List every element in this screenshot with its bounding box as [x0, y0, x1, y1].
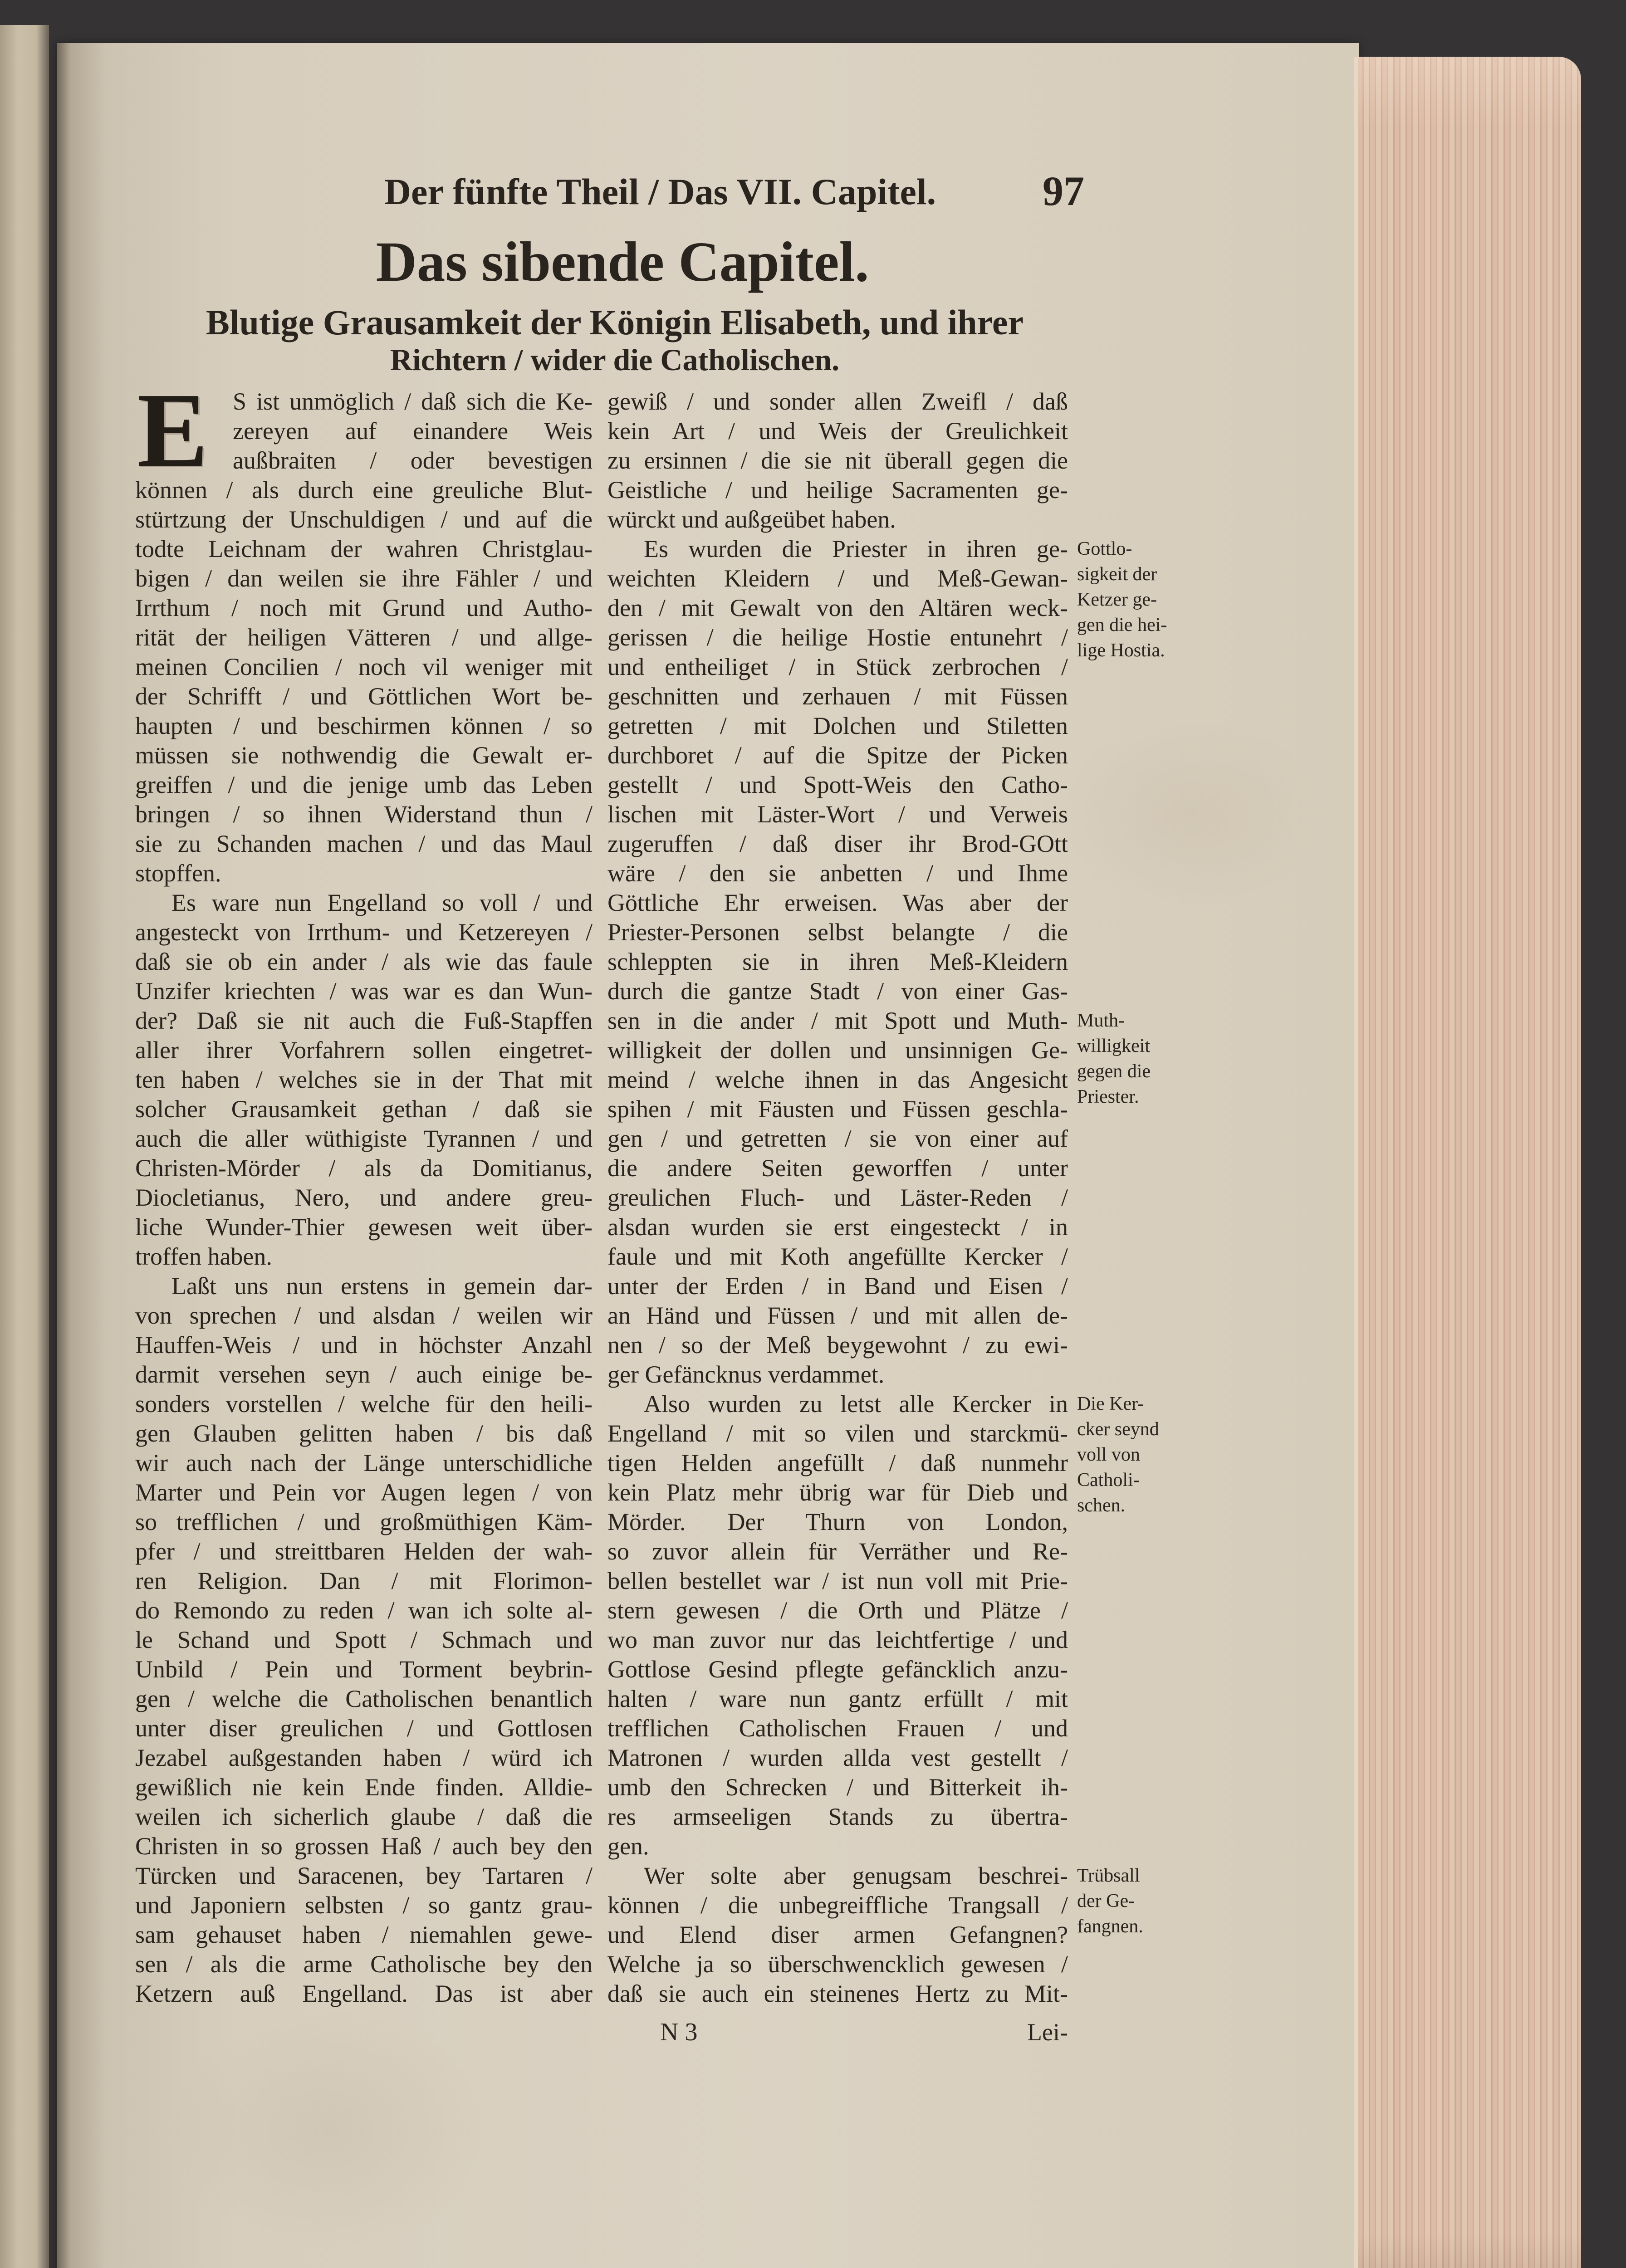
right-column-line: nen / so der Meß beygewohnt / zu ewi-	[607, 1331, 1068, 1359]
left-column-line: Ketzern auß Engelland. Das ist aber	[135, 1980, 593, 2007]
right-column-line: trefflichen Catholischen Frauen / und	[607, 1715, 1068, 1742]
right-column-line: Welche ja so überschwencklich gewesen /	[607, 1950, 1068, 1978]
right-column-line: und entheiliget / in Stück zerbrochen /	[607, 653, 1068, 680]
margin-note-line: cker seynd	[1077, 1419, 1159, 1440]
left-column-line: sonders vorstellen / welche für den heili-	[135, 1390, 593, 1418]
left-column-line: Marter und Pein vor Augen legen / von	[135, 1479, 593, 1506]
margin-note	[1077, 1863, 1204, 1939]
right-column-line: tigen Helden angefüllt / daß nunmehr	[607, 1449, 1068, 1476]
right-column-line: zu ersinnen / die sie nit überall gegen die	[607, 447, 1068, 474]
drop-cap: E	[137, 371, 208, 489]
right-column-line: Priester-Personen selbst belangte / die	[607, 919, 1068, 946]
left-column-line: S ist unmöglich / daß sich die Ke-	[233, 388, 593, 415]
right-column-line: bellen bestellet war / ist nun voll mit Prie-	[607, 1567, 1068, 1594]
left-column-line: do Remondo zu reden / wan ich solte al-	[135, 1597, 593, 1624]
chapter-subtitle-line-2: Richtern / wider die Catholischen.	[390, 342, 840, 377]
left-column-line: angesteckt von Irrthum- und Ketzereyen /	[135, 919, 593, 946]
margin-note	[1077, 536, 1204, 663]
left-column-line: weilen ich sicherlich glaube / daß die	[135, 1803, 593, 1830]
left-column-line: müssen sie nothwendig die Gewalt er-	[135, 742, 593, 769]
left-column-line: können / als durch eine greuliche Blut-	[135, 476, 593, 503]
margin-note-line: der Ge-	[1077, 1891, 1135, 1911]
left-column-line: bringen / so ihnen Widerstand thun /	[135, 801, 593, 828]
right-column-line: wäre / den sie anbetten / und Ihme	[607, 860, 1068, 887]
right-column-line: alsdan wurden sie erst eingesteckt / in	[607, 1213, 1068, 1241]
left-column-line: stürtzung der Unschuldigen / und auf die	[135, 506, 593, 533]
right-column-line: gerissen / die heilige Hostie entunehrt /	[607, 624, 1068, 651]
chapter-title: Das sibende Capitel.	[376, 231, 869, 293]
left-column-line: zereyen auf einandere Weis	[233, 417, 593, 445]
right-column-line: lischen mit Läster-Wort / und Verweis	[607, 801, 1068, 828]
right-column-line: greulichen Fluch- und Läster-Reden /	[607, 1184, 1068, 1211]
signature-mark: N 3	[660, 2018, 698, 2046]
right-column-line: spihen / mit Fäusten und Füssen geschla-	[607, 1095, 1068, 1123]
right-column-line: getretten / mit Dolchen und Stiletten	[607, 712, 1068, 739]
left-column-line: Es ware nun Engelland so voll / und	[171, 889, 593, 916]
right-column-line: können / die unbegreiffliche Trangsall /	[607, 1892, 1068, 1919]
left-column-line: solcher Grausamkeit gethan / daß sie	[135, 1095, 593, 1123]
right-column-line: Gottlose Gesind pflegte gefäncklich anzu-	[607, 1656, 1068, 1683]
book-page	[57, 43, 1359, 2268]
left-column-line: pfer / und streittbaren Helden der wah-	[135, 1538, 593, 1565]
right-column-line: Engelland / mit so vilen und starckmü-	[607, 1420, 1068, 1447]
margin-note-line: willigkeit	[1077, 1036, 1150, 1056]
right-column-line: die andere Seiten geworffen / unter	[607, 1154, 1068, 1182]
margin-note-line: schen.	[1077, 1495, 1126, 1516]
margin-note-line: Muth-	[1077, 1010, 1125, 1031]
left-column-line: und Japoniern selbsten / so gantz grau-	[135, 1892, 593, 1919]
right-text-column	[607, 387, 1068, 2009]
right-column-line: durch die gantze Stadt / von einer Gas-	[607, 978, 1068, 1005]
margin-note-line: Catholi-	[1077, 1470, 1140, 1491]
left-column-line: der? Daß sie nit auch die Fuß-Stapffen	[135, 1007, 593, 1034]
left-column-line: bigen / dan weilen sie ihre Fähler / und	[135, 565, 593, 592]
left-column-line: so trefflichen / und großmüthigen Käm-	[135, 1508, 593, 1535]
margin-note-line: Die Ker-	[1077, 1393, 1144, 1414]
right-column-line: den / mit Gewalt von den Altären weck-	[607, 594, 1068, 621]
left-column-line: haupten / und beschirmen können / so	[135, 712, 593, 739]
right-column-line: Wer solte aber genugsam beschrei-	[644, 1862, 1068, 1889]
left-column-line: sie zu Schanden machen / und das Maul	[135, 830, 593, 857]
catchword: Lei-	[1027, 2019, 1068, 2046]
margin-note-line: Priester.	[1077, 1086, 1139, 1107]
margin-note	[1077, 1391, 1204, 1518]
margin-note-line: Trübsall	[1077, 1865, 1140, 1886]
left-column-line: darmit versehen seyn / auch einige be-	[135, 1361, 593, 1388]
right-column-line: ger Gefäncknus verdammet.	[607, 1361, 885, 1388]
margin-note-line: gegen die	[1077, 1061, 1151, 1082]
right-column-line: Matronen / wurden allda vest gestellt /	[607, 1744, 1068, 1771]
left-column-line: sam gehauset haben / niemahlen gewe-	[135, 1921, 593, 1948]
right-column-line: gen / und getretten / sie von einer auf	[607, 1125, 1068, 1152]
left-column-line: le Schand und Spott / Schmach und	[135, 1626, 593, 1653]
right-column-line: gestellt / und Spott-Weis den Catho-	[607, 771, 1068, 798]
left-column-line: gen / welche die Catholischen benantlich	[135, 1685, 593, 1712]
right-column-line: Göttliche Ehr erweisen. Was aber der	[607, 889, 1068, 916]
left-column-line: daß sie ob ein ander / als wie das faule	[135, 948, 593, 975]
margin-note-line: voll von	[1077, 1444, 1140, 1465]
margin-note-line: sigkeit der	[1077, 564, 1157, 585]
right-column-line: weichten Kleidern / und Meß-Gewan-	[607, 565, 1068, 592]
right-column-line: halten / ware nun gantz erfüllt / mit	[607, 1685, 1068, 1712]
left-column-line: sen / als die arme Catholische bey den	[135, 1950, 593, 1978]
left-column-line: ten haben / welches sie in der That mit	[135, 1066, 593, 1093]
left-column-line: meinen Concilien / noch vil weniger mit	[135, 653, 593, 680]
margin-note-line: gen die hei-	[1077, 615, 1167, 635]
right-column-line: unter der Erden / in Band und Eisen /	[607, 1272, 1068, 1300]
left-column-line: Christen-Mörder / als da Domitianus,	[135, 1154, 593, 1182]
right-column-line: Geistliche / und heilige Sacramenten ge-	[607, 476, 1068, 503]
right-column-line: zugeruffen / daß diser ihr Brod-GOtt	[607, 830, 1068, 857]
left-column-line: troffen haben.	[135, 1243, 272, 1270]
right-column-line: so zuvor allein für Verräther und Re-	[607, 1538, 1068, 1565]
left-column-line: Diocletianus, Nero, und andere greu-	[135, 1184, 593, 1211]
right-column-line: res armseeligen Stands zu übertra-	[607, 1803, 1068, 1830]
left-text-column	[135, 371, 593, 2009]
left-column-line: unter diser greulichen / und Gottlosen	[135, 1715, 593, 1742]
margin-note-line: lige Hostia.	[1077, 640, 1165, 661]
left-column-line: gen Glauben gelitten haben / bis daß	[135, 1420, 593, 1447]
running-head: Der fünfte Theil / Das VII. Capitel.	[384, 171, 936, 212]
left-column-line: Unbild / Pein und Torment beybrin-	[135, 1656, 593, 1683]
right-column-line: kein Platz mehr übrig war für Dieb und	[607, 1479, 1068, 1506]
page-fore-edge	[1354, 57, 1581, 2268]
right-column-line: kein Art / und Weis der Greulichkeit	[607, 417, 1068, 445]
right-column-line: sen in die ander / mit Spott und Muth-	[607, 1007, 1068, 1034]
left-column-line: auch die aller wüthigiste Tyrannen / und	[135, 1125, 593, 1152]
left-column-line: aller ihrer Vorfahrern sollen eingetret-	[135, 1036, 593, 1064]
chapter-subtitle-line-1: Blutige Grausamkeit der Königin Elisabeth, und ihrer	[206, 303, 1024, 342]
right-column-line: würckt und außgeübet haben.	[607, 506, 896, 533]
right-column-line: durchboret / auf die Spitze der Picken	[607, 742, 1068, 769]
left-column-line: Laßt uns nun erstens in gemein dar-	[171, 1272, 593, 1300]
right-column-line: Also wurden zu letst alle Kercker in	[644, 1390, 1068, 1418]
margin-note	[1077, 1008, 1204, 1110]
right-column-line: faule und mit Koth angefüllte Kercker /	[607, 1243, 1068, 1270]
page-number: 97	[1043, 168, 1084, 214]
left-column-line: stopffen.	[135, 860, 221, 887]
right-column-line: willigkeit der dollen und unsinnigen Ge-	[607, 1036, 1068, 1064]
right-column-line: meind / welche ihnen in das Angesicht	[607, 1066, 1068, 1093]
left-column-line: Christen in so grossen Haß / auch bey den	[135, 1833, 593, 1860]
right-column-line: daß sie auch ein steinenes Hertz zu Mit-	[607, 1980, 1068, 2007]
left-column-line: von sprechen / und alsdan / weilen wir	[135, 1302, 593, 1329]
margin-note-line: fangnen.	[1077, 1916, 1143, 1937]
left-column-line: ren Religion. Dan / mit Florimon-	[135, 1567, 593, 1594]
margin-note-line: Gottlo-	[1077, 538, 1132, 559]
left-column-line: greiffen / und die jenige umb das Leben	[135, 771, 593, 798]
left-column-line: Türcken und Saracenen, bey Tartaren /	[135, 1862, 593, 1889]
left-column-line: außbraiten / oder bevestigen	[233, 447, 593, 474]
left-column-line: todte Leichnam der wahren Christglau-	[135, 535, 593, 562]
left-column-line: rität der heiligen Vätteren / und allge-	[135, 624, 593, 651]
right-column-line: Es wurden die Priester in ihren ge-	[644, 535, 1068, 562]
right-column-line: geschnitten und zerhauen / mit Füssen	[607, 683, 1068, 710]
left-column-line: Hauffen-Weis / und in höchster Anzahl	[135, 1331, 593, 1359]
left-column-line: Jezabel außgestanden haben / würd ich	[135, 1744, 593, 1771]
previous-page-edge	[0, 25, 49, 2268]
right-column-line: gen.	[607, 1833, 649, 1860]
margin-note-line: Ketzer ge-	[1077, 589, 1157, 610]
right-column-line: und Elend diser armen Gefangnen?	[607, 1921, 1068, 1948]
right-column-line: an Händ und Füssen / und mit allen de-	[607, 1302, 1068, 1329]
right-column-line: stern gewesen / die Orth und Plätze /	[607, 1597, 1068, 1624]
right-column-line: schleppten sie in ihren Meß-Kleidern	[607, 948, 1068, 975]
right-column-line: Mörder. Der Thurn von London,	[607, 1508, 1068, 1535]
right-column-line: gewiß / und sonder allen Zweifl / daß	[607, 388, 1068, 415]
right-column-line: umb den Schrecken / und Bitterkeit ih-	[607, 1774, 1068, 1801]
left-column-line: der Schrifft / und Göttlichen Wort be-	[135, 683, 593, 710]
right-column-line: wo man zuvor nur das leichtfertige / und	[607, 1626, 1068, 1653]
left-column-line: Irrthum / noch mit Grund und Autho-	[135, 594, 593, 621]
left-column-line: Unzifer kriechten / was war es dan Wun-	[135, 978, 593, 1005]
left-column-line: liche Wunder-Thier gewesen weit über-	[135, 1213, 593, 1241]
left-column-line: wir auch nach der Länge unterschidliche	[135, 1449, 593, 1476]
left-column-line: gewißlich nie kein Ende finden. Alldie-	[135, 1774, 593, 1801]
